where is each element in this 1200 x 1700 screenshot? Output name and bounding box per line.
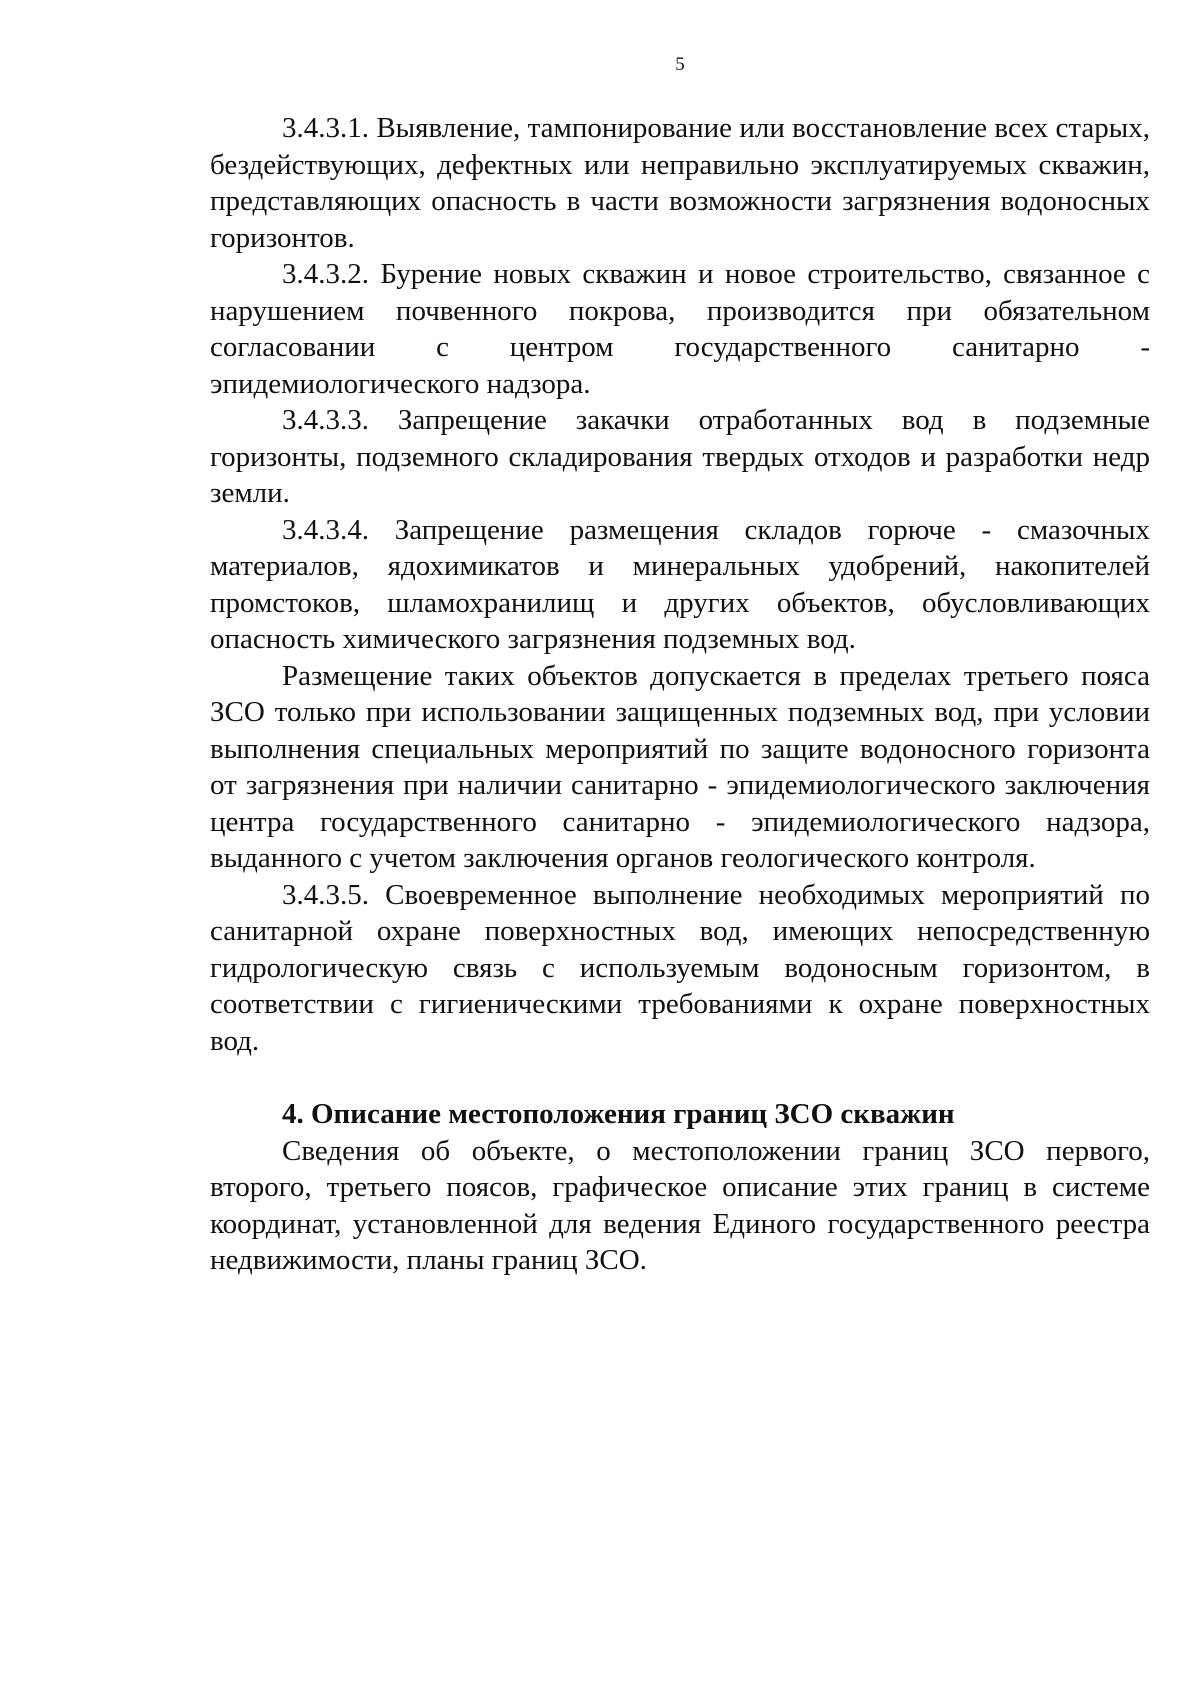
- section-4-heading: 4. Описание местоположения границ ЗСО скважин: [282, 1098, 955, 1130]
- paragraph-3-4-3-4: 3.4.3.4. Запрещение размещения складов горюче - смазочных материалов, ядохимикатов и минеральных удобрений, накопителей промстоков, шламохранилищ и других объектов, обусловливающих опасность химического загрязнения подземных вод.: [210, 513, 1150, 655]
- paragraph-3-4-3-1: 3.4.3.1. Выявление, тампонирование или восстановление всех старых, бездействующих, дефектных или неправильно эксплуатируемых скважин, представляющих опасность в части возможности загрязнения водоносных горизонтов.: [210, 112, 1150, 254]
- section-4-paragraph: Сведения об объекте, о местоположении границ ЗСО первого, второго, третьего поясов, графическое описание этих границ в системе координат, установленной для ведения Единого государственного реестра недвижимости, планы границ ЗСО.: [210, 1134, 1150, 1276]
- paragraph-3-4-3-3: 3.4.3.3. Запрещение закачки отработанных вод в подземные горизонты, подземного складирования твердых отходов и разработки недр земли.: [210, 404, 1150, 509]
- document-body: [210, 110, 1150, 1279]
- paragraph-3-4-3-5: 3.4.3.5. Своевременное выполнение необходимых мероприятий по санитарной охране поверхностных вод, имеющих непосредственную гидрологическую связь с используемым водоносным горизонтом, в соответствии с гигиеническими требованиями к охране поверхностных вод.: [210, 878, 1150, 1057]
- page-number: 5: [675, 54, 685, 75]
- paragraph-3-4-3-2: 3.4.3.2. Бурение новых скважин и новое строительство, связанное с нарушением почвенного покрова, производится при обязательном согласовании с центром государственного санитарно - эпидемиологического надзора.: [210, 258, 1150, 400]
- paragraph-placement-conditions: Размещение таких объектов допускается в пределах третьего пояса ЗСО только при использовании защищенных подземных вод, при условии выполнения специальных мероприятий по защите водоносного горизонта от загрязнения при наличии санитарно - эпидемиологического заключения центра государственного санитарно - эпидемиологического надзора, выданного с учетом заключения органов геологического контроля.: [210, 659, 1150, 874]
